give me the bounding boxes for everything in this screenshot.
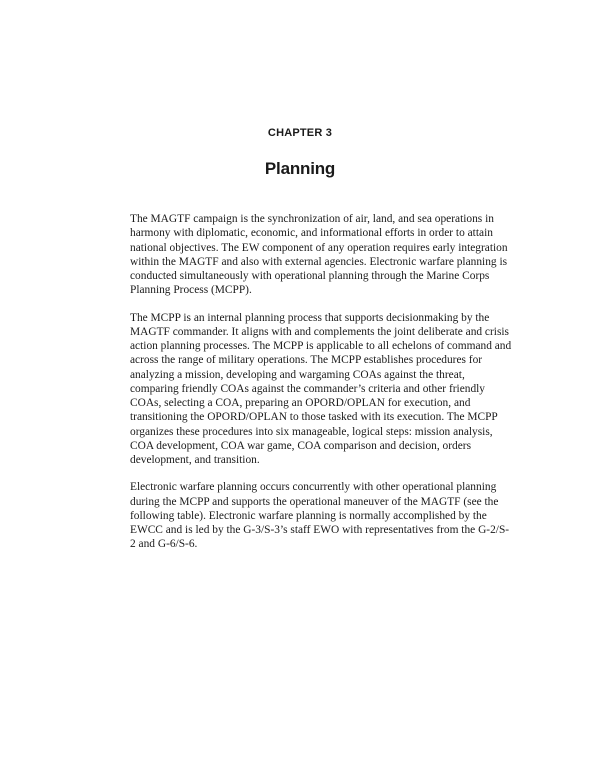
chapter-label: CHAPTER 3 <box>267 127 333 139</box>
paragraph-ew-planning: Electronic warfare planning occurs concurrently with other operational planning during the MCPP and supports the operational maneuver of the MAGTF (see the following table). Electronic warfare planning is normally accomplished by the EWCC and is led by the G-3/S-3’s staff EWO with representatives from the G-2/S-2 and G-6/S-6. <box>130 481 510 551</box>
paragraph-campaign-overview: The MAGTF campaign is the synchronization of air, land, and sea operations in harmony with diplomatic, economic, and informational efforts in order to attain national objectives. The EW component of any operation requires early integration within the MAGTF and also with external agencies. Electronic warfare planning is conducted simultaneously with operational planning through the Marine Corps Planning Process (MCPP). <box>130 213 508 297</box>
paragraph-mcpp-process: The MCPP is an internal planning process that supports decisionmaking by the MAGTF commander. It aligns with and complements the joint deliberate and crisis action planning processes. The MCPP is applicable to all echelons of command and across the range of military operations. The MCPP establishes procedures for analyzing a mission, developing and wargaming COAs against the threat, comparing friendly COAs against the commander’s criteria and other friendly COAs, selecting a COA, preparing an OPORD/OPLAN for execution, and transitioning the OPORD/OPLAN to those tasked with its execution. The MCPP organizes these procedures into six manageable, logical steps: mission analysis, COA development, COA war game, COA comparison and decision, orders development, and transition. <box>130 311 512 466</box>
chapter-title: Planning <box>264 159 336 178</box>
body-text <box>130 212 512 565</box>
